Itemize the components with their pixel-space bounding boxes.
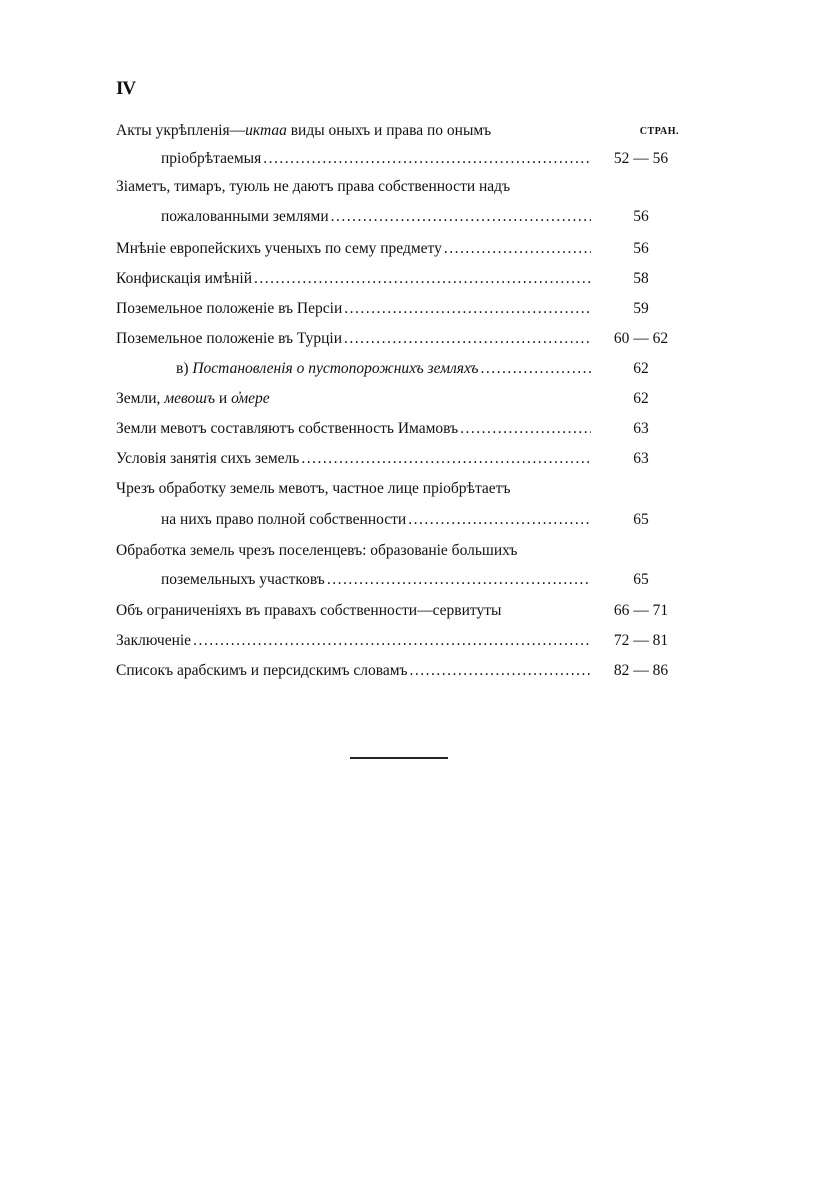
toc-line bbox=[116, 208, 691, 238]
pages-header: СТРАН. bbox=[639, 126, 679, 137]
dot-leader bbox=[301, 450, 591, 468]
toc-line bbox=[116, 240, 691, 270]
toc-entry-term: иктаа bbox=[245, 122, 287, 139]
dot-leader bbox=[263, 150, 591, 168]
toc-entry-text: Объ ограниченіяхъ въ правахъ собственности—сервитуты bbox=[116, 602, 502, 619]
toc-entry-term: о̓мере bbox=[231, 390, 270, 407]
dot-leader bbox=[444, 240, 591, 258]
toc-line bbox=[116, 450, 691, 480]
toc-entry-text: пожалованными землями bbox=[161, 208, 329, 225]
toc-entry bbox=[116, 420, 691, 450]
page-ref: 82 — 86 bbox=[613, 662, 669, 679]
toc-entry bbox=[116, 450, 691, 480]
toc-entry bbox=[116, 330, 691, 360]
toc-entry-text: Земли мевотъ составляютъ собственность Имамовъ bbox=[116, 420, 459, 437]
toc-entry-text: пріобрѣтаемыя bbox=[161, 150, 262, 167]
toc-entry-text: на нихъ право полной собственности bbox=[161, 511, 407, 528]
toc-section-title: Постановленія о пустопорожнихъ земляхъ bbox=[192, 360, 479, 377]
page-ref: 52 — 56 bbox=[613, 150, 669, 167]
toc-entry-conj: и bbox=[215, 390, 232, 407]
toc-entry-text: Зіаметъ, тимаръ, туюль не даютъ права собственности надъ bbox=[116, 178, 511, 195]
toc-line bbox=[116, 602, 691, 632]
dot-leader bbox=[331, 208, 591, 226]
dot-leader bbox=[254, 270, 591, 288]
toc-entry-text: Поземельное положеніе въ Турціи bbox=[116, 330, 343, 347]
toc-entry-text: Акты укрѣпленія— bbox=[116, 122, 246, 139]
page-ref: 56 bbox=[633, 208, 649, 225]
dot-leader bbox=[408, 511, 591, 529]
toc-line bbox=[116, 178, 691, 208]
toc-entry-text: Списокъ арабскимъ и персидскимъ словамъ bbox=[116, 662, 408, 679]
toc-entry-text: Земли, bbox=[116, 390, 165, 407]
page-ref: 62 bbox=[633, 360, 649, 377]
toc-entry-text-rest: виды оныхъ и права по онымъ bbox=[286, 122, 492, 139]
toc-entry bbox=[116, 360, 691, 390]
page-ref: 63 bbox=[633, 450, 649, 467]
table-of-contents bbox=[116, 122, 691, 692]
toc-entry bbox=[116, 632, 691, 662]
toc-entry-term: мевошъ bbox=[164, 390, 216, 407]
toc-entry-text: Обработка земель чрезъ поселенцевъ: образованіе большихъ bbox=[116, 542, 518, 559]
page-ref: 63 bbox=[633, 420, 649, 437]
toc-entry-text: Мнѣніе европейскихъ ученыхъ по сему предмету bbox=[116, 240, 442, 257]
dot-leader bbox=[460, 420, 591, 438]
toc-line bbox=[116, 480, 691, 510]
toc-entry-text: Конфискація имѣній bbox=[116, 270, 253, 287]
page-ref: 65 bbox=[633, 571, 649, 588]
toc-line bbox=[116, 300, 691, 330]
toc-entry bbox=[116, 662, 691, 692]
toc-entry bbox=[116, 240, 691, 270]
toc-entry bbox=[116, 602, 691, 632]
section-prefix: в) bbox=[176, 360, 193, 377]
page-ref: 72 — 81 bbox=[613, 632, 669, 649]
page-ref: 56 bbox=[633, 240, 649, 257]
dot-leader bbox=[344, 300, 591, 318]
toc-line bbox=[116, 360, 691, 390]
toc-line bbox=[116, 270, 691, 300]
toc-line bbox=[116, 420, 691, 450]
page-ref: 58 bbox=[633, 270, 649, 287]
toc-line bbox=[116, 390, 691, 420]
toc-line bbox=[116, 511, 691, 541]
toc-line bbox=[116, 542, 691, 572]
toc-entry-text: Заключеніе bbox=[116, 632, 192, 649]
toc-line bbox=[116, 150, 691, 180]
toc-entry-text: Поземельное положеніе въ Персіи bbox=[116, 300, 343, 317]
page-ref: 66 — 71 bbox=[613, 602, 669, 619]
dot-leader bbox=[480, 360, 591, 378]
toc-entry bbox=[116, 480, 691, 542]
toc-entry bbox=[116, 122, 691, 178]
end-rule bbox=[350, 757, 448, 759]
toc-line bbox=[116, 632, 691, 662]
toc-line bbox=[116, 330, 691, 360]
page-ref: 60 — 62 bbox=[613, 330, 669, 347]
page-ref: 59 bbox=[633, 300, 649, 317]
toc-entry-text: Условія занятія сихъ земель bbox=[116, 450, 300, 467]
page-ref: 65 bbox=[633, 511, 649, 528]
toc-line bbox=[116, 571, 691, 601]
dot-leader bbox=[344, 330, 591, 348]
dot-leader bbox=[193, 632, 591, 650]
toc-entry bbox=[116, 178, 691, 240]
page-number: IV bbox=[116, 78, 136, 99]
toc-entry bbox=[116, 270, 691, 300]
toc-line bbox=[116, 122, 691, 152]
dot-leader bbox=[410, 662, 591, 680]
dot-leader bbox=[327, 571, 591, 589]
toc-entry bbox=[116, 300, 691, 330]
toc-entry bbox=[116, 390, 691, 420]
toc-entry-text: Чрезъ обработку земель мевотъ, частное лице пріобрѣтаетъ bbox=[116, 480, 511, 497]
toc-entry bbox=[116, 542, 691, 602]
toc-line bbox=[116, 662, 691, 692]
page-ref: 62 bbox=[633, 390, 649, 407]
toc-entry-text: поземельныхъ участковъ bbox=[161, 571, 325, 588]
